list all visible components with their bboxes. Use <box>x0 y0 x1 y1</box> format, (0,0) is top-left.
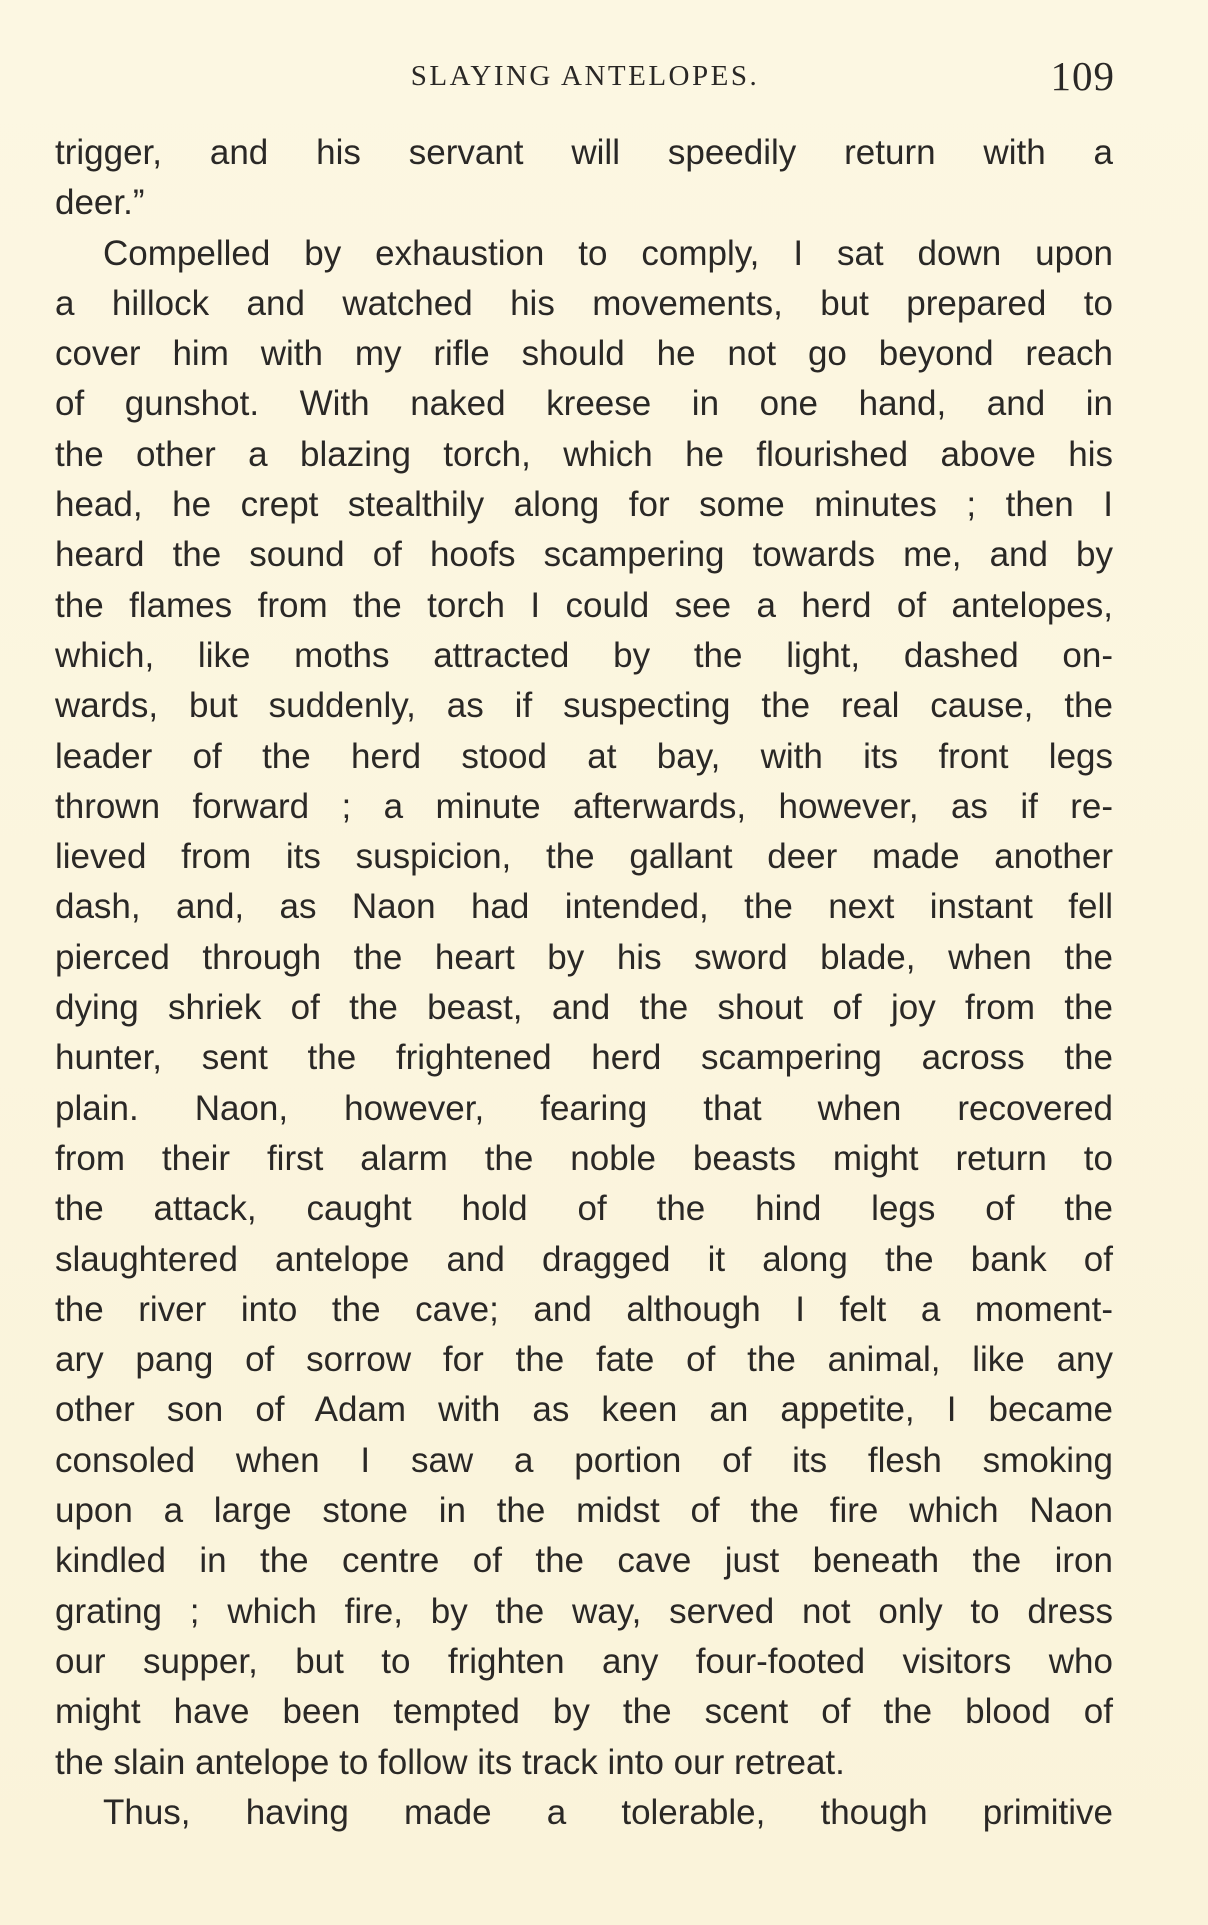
text-line: Thus, having made a tolerable, though primitive <box>103 1792 1113 1832</box>
text-line: thrown forward ; a minute afterwards, however, as if re- <box>55 786 1113 826</box>
text-line: the river into the cave; and although I felt a moment- <box>55 1289 1113 1329</box>
text-line: Compelled by exhaustion to comply, I sat down upon <box>103 233 1113 273</box>
text-line: head, he crept stealthily along for some minutes ; then I <box>55 485 1113 525</box>
text-line: cover him with my rifle should he not go beyond reach <box>55 334 1113 374</box>
text-line: slaughtered antelope and dragged it along the bank of <box>55 1239 1113 1279</box>
text-line: dash, and, as Naon had intended, the next instant fell <box>55 887 1113 927</box>
text-line: from their first alarm the noble beasts might return to <box>55 1138 1113 1178</box>
text-line: might have been tempted by the scent of the blood of <box>55 1692 1113 1732</box>
body-text <box>55 128 1113 1838</box>
text-line: grating ; which fire, by the way, served not only to dress <box>55 1591 1113 1631</box>
text-line: hunter, sent the frightened herd scampering across the <box>55 1038 1113 1078</box>
text-line: dying shriek of the beast, and the shout of joy from the <box>55 988 1113 1028</box>
text-line: trigger, and his servant will speedily return with a <box>55 133 1113 172</box>
running-title: SLAYING ANTELOPES. <box>410 60 760 92</box>
text-line: other son of Adam with as keen an appetite, I became <box>55 1390 1113 1430</box>
text-line: consoled when I saw a portion of its flesh smoking <box>55 1440 1113 1480</box>
text-line: the attack, caught hold of the hind legs of the <box>55 1189 1113 1229</box>
text-line: which, like moths attracted by the light, dashed on- <box>55 635 1113 675</box>
running-head <box>55 52 1115 108</box>
text-line: lieved from its suspicion, the gallant deer made another <box>55 837 1113 877</box>
text-line: of gunshot. With naked kreese in one hand, and in <box>55 384 1113 424</box>
text-line: deer.” <box>55 183 145 223</box>
text-line: the flames from the torch I could see a herd of antelopes, <box>55 585 1113 625</box>
text-line: plain. Naon, however, fearing that when recovered <box>55 1088 1113 1128</box>
text-line: the slain antelope to follow its track into our retreat. <box>55 1742 845 1782</box>
text-line: wards, but suddenly, as if suspecting the real cause, the <box>55 686 1113 726</box>
text-line: leader of the herd stood at bay, with its front legs <box>55 736 1113 776</box>
text-line: a hillock and watched his movements, but prepared to <box>55 283 1113 323</box>
page-number: 109 <box>1050 53 1115 99</box>
text-line: pierced through the heart by his sword blade, when the <box>55 937 1113 977</box>
text-line: heard the sound of hoofs scampering towards me, and by <box>55 535 1113 575</box>
text-line: kindled in the centre of the cave just beneath the iron <box>55 1541 1113 1581</box>
text-line: ary pang of sorrow for the fate of the animal, like any <box>55 1340 1113 1380</box>
text-line: upon a large stone in the midst of the fire which Naon <box>55 1491 1113 1531</box>
text-line: the other a blazing torch, which he flourished above his <box>55 434 1113 474</box>
text-line: our supper, but to frighten any four-footed visitors who <box>55 1641 1113 1681</box>
